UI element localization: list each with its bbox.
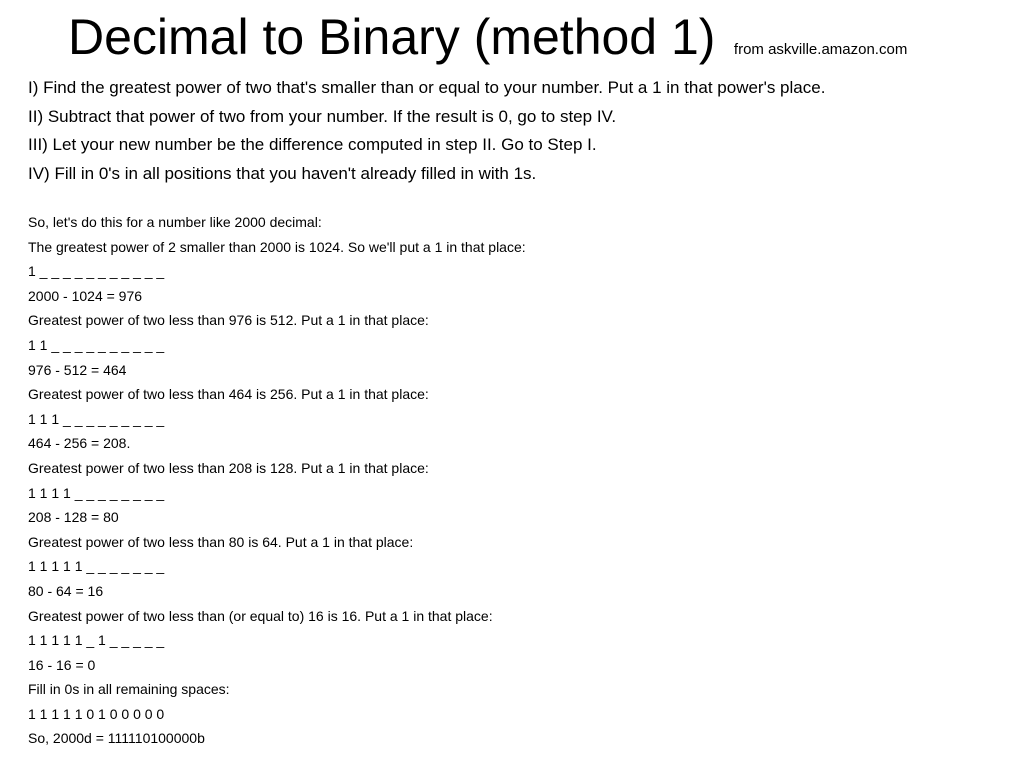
- slide-title: Decimal to Binary (method 1): [68, 9, 716, 65]
- example-line: Greatest power of two less than 464 is 256. Put a 1 in that place:: [28, 386, 429, 403]
- example-line: 80 - 64 = 16: [28, 582, 104, 599]
- step-1: I) Find the greatest power of two that's smaller than or equal to your number. Put a 1 in that power's place.: [28, 78, 826, 97]
- title-row: [68, 4, 907, 70]
- example-line: 1 1 1 1 1 0 1 0 0 0 0 0: [28, 705, 165, 722]
- example-line: 2000 - 1024 = 976: [28, 287, 143, 304]
- example-line: So, 2000d = 111110100000b: [28, 730, 205, 747]
- example-line: Fill in 0s in all remaining spaces:: [28, 681, 230, 698]
- example-line: 1 1 1 1 1 _ 1 _ _ _ _ _: [28, 632, 165, 649]
- worked-example: [28, 210, 526, 751]
- step-4: IV) Fill in 0's in all positions that you haven't already filled in with 1s.: [28, 163, 537, 183]
- source-attribution: from askville.amazon.com: [733, 41, 908, 58]
- example-line: So, let's do this for a number like 2000 decimal:: [28, 214, 322, 230]
- example-line: 16 - 16 = 0: [28, 656, 96, 673]
- example-line: 1 1 1 _ _ _ _ _ _ _ _ _: [28, 410, 165, 427]
- algorithm-steps: [28, 74, 825, 188]
- example-line: The greatest power of 2 smaller than 2000 is 1024. So we'll put a 1 in that place:: [28, 238, 526, 255]
- example-line: Greatest power of two less than 208 is 128. Put a 1 in that place:: [28, 459, 429, 476]
- example-line: 464 - 256 = 208.: [28, 435, 131, 452]
- example-line: Greatest power of two less than 976 is 512. Put a 1 in that place:: [28, 312, 429, 329]
- example-line: 1 _ _ _ _ _ _ _ _ _ _ _: [28, 263, 165, 280]
- example-line: 976 - 512 = 464: [28, 361, 127, 378]
- example-line: 1 1 1 1 _ _ _ _ _ _ _ _: [28, 484, 165, 501]
- step-3: III) Let your new number be the difference computed in step II. Go to Step I.: [28, 135, 597, 155]
- example-line: 208 - 128 = 80: [28, 509, 119, 526]
- example-line: 1 1 _ _ _ _ _ _ _ _ _ _: [28, 336, 165, 353]
- example-line: Greatest power of two less than 80 is 64. Put a 1 in that place:: [28, 533, 414, 550]
- example-line: 1 1 1 1 1 _ _ _ _ _ _ _: [28, 558, 165, 575]
- step-2: II) Subtract that power of two from your number. If the result is 0, go to step IV.: [28, 106, 617, 126]
- example-line: Greatest power of two less than (or equal to) 16 is 16. Put a 1 in that place:: [28, 607, 493, 624]
